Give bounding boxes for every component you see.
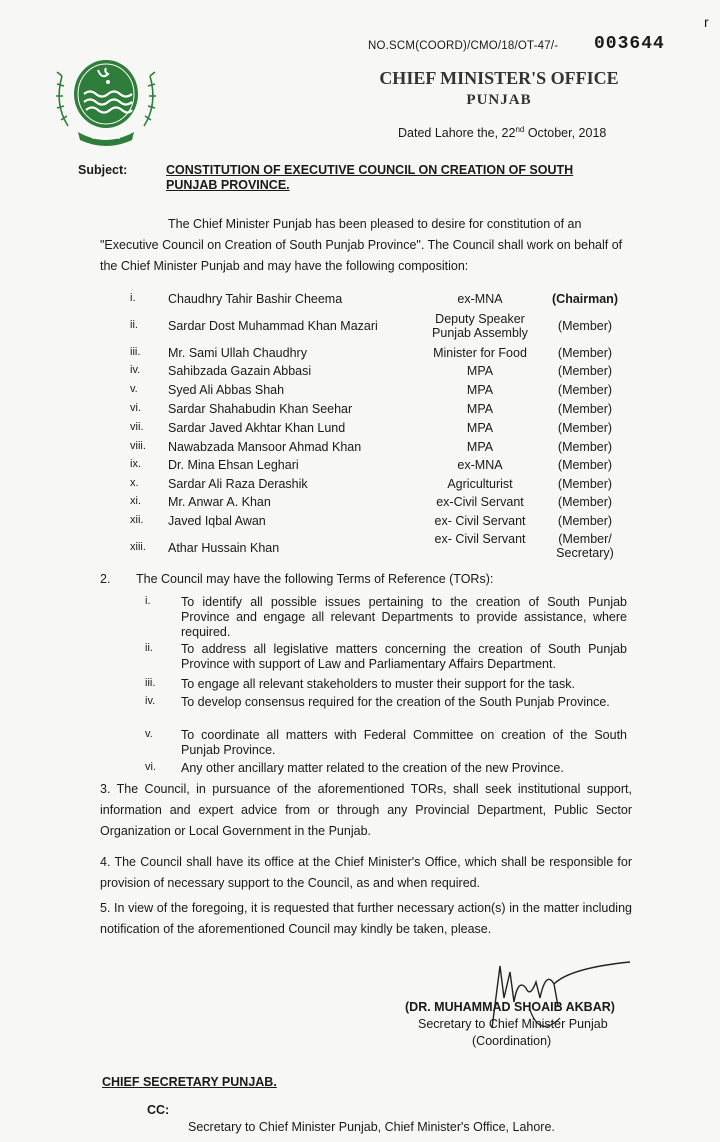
member-row [0, 477, 720, 495]
member-num: iii. [130, 346, 141, 358]
member-row [0, 458, 720, 476]
member-designation: Agriculturist [447, 477, 513, 491]
member-designation: MPA [466, 383, 494, 397]
tor-text: Any other ancillary matter related to the creation of the new Province. [181, 761, 564, 775]
member-name: Chaudhry Tahir Bashir Cheema [168, 292, 343, 306]
tor-number: i. [145, 595, 151, 607]
member-num: ix. [130, 458, 141, 470]
tor-text: To engage all relevant stakeholders to muster their support for the task. [181, 677, 575, 691]
member-designation: Deputy Speaker Punjab Assembly [432, 312, 528, 340]
member-name: Athar Hussain Khan [168, 541, 280, 555]
member-row [0, 421, 720, 439]
tor-number: iv. [145, 695, 156, 707]
member-row [0, 495, 720, 513]
para2-text: The Council may have the following Terms of Reference (TORs): [136, 572, 494, 586]
member-num: xiii. [130, 541, 146, 553]
member-num: xi. [130, 495, 141, 507]
member-role: (Member) [557, 383, 613, 397]
member-num: vi. [130, 402, 141, 414]
member-name: Sardar Javed Akhtar Khan Lund [168, 421, 346, 435]
member-name: Nawabzada Mansoor Ahmad Khan [168, 440, 362, 454]
para4: 4. The Council shall have its office at the Chief Minister's Office, which shall be responsible for provision of necessary support to the Council, as and when required. [100, 855, 632, 890]
member-row [0, 383, 720, 401]
signatory-name: (DR. MUHAMMAD SHOAIB AKBAR) [405, 1000, 615, 1014]
reference-serial: 003644 [594, 34, 665, 54]
member-row [0, 514, 720, 532]
member-row [0, 346, 720, 364]
dated-suffix: October, 2018 [524, 126, 607, 141]
corner-mark: r [704, 14, 709, 30]
member-name: Dr. Mina Ehsan Leghari [168, 458, 299, 472]
dated-prefix: Dated Lahore the, 22 [398, 126, 516, 141]
member-num: xii. [130, 514, 144, 526]
dated-sup: nd [515, 125, 525, 134]
member-num: vii. [130, 421, 144, 433]
tor-number: v. [145, 728, 153, 740]
member-name: Sahibzada Gazain Abbasi [168, 364, 312, 378]
province-title: PUNJAB [466, 92, 532, 108]
member-role: (Member) [557, 477, 613, 491]
member-role: (Member) [557, 458, 613, 472]
member-role: (Member) [557, 495, 613, 509]
subject-label: Subject: [78, 163, 128, 177]
member-row [0, 402, 720, 420]
tor-text: To address all legislative matters concerning the creation of South Punjab Province with support of Law and Parliamentary Affairs Department. [181, 642, 627, 671]
member-name: Mr. Anwar A. Khan [168, 495, 271, 509]
member-row [0, 292, 720, 310]
member-role: (Member) [557, 402, 613, 416]
member-name: Syed Ali Abbas Shah [168, 383, 285, 397]
signatory-subtitle: (Coordination) [472, 1034, 552, 1048]
member-role: (Member) [557, 440, 613, 454]
member-designation: ex- Civil Servant [434, 514, 526, 528]
intro-paragraph: The Chief Minister Punjab has been pleased to desire for constitution of an "Executive Council on Creation of South Punjab Province". The Council shall work on behalf of the Chief Minister Punjab and may have the following composition: [100, 217, 623, 273]
para2-number: 2. [100, 572, 111, 586]
tor-number: ii. [145, 642, 153, 654]
member-num: i. [130, 292, 136, 304]
member-name: Sardar Ali Raza Derashik [168, 477, 308, 491]
member-designation: ex- Civil Servant [434, 532, 526, 546]
office-title: CHIEF MINISTER'S OFFICE [379, 68, 619, 88]
addressee: CHIEF SECRETARY PUNJAB. [102, 1075, 277, 1089]
para3: 3. The Council, in pursuance of the aforementioned TORs, shall seek institutional support, information and expert advice from or through any Provincial Department, Public Sector Organization or Local Government in the Punjab. [100, 782, 632, 838]
subject-text: CONSTITUTION OF EXECUTIVE COUNCIL ON CREATION OF SOUTH PUNJAB PROVINCE. [166, 163, 574, 192]
cc-label: CC: [147, 1103, 170, 1117]
member-num: x. [130, 477, 139, 489]
member-row [0, 312, 720, 344]
member-row [0, 364, 720, 382]
member-name: Javed Iqbal Awan [168, 514, 266, 528]
reference-number: NO.SCM(COORD)/CMO/18/OT-47/- [368, 40, 559, 52]
punjab-emblem-icon [48, 48, 164, 148]
member-designation: MPA [466, 421, 494, 435]
tor-text: To identify all possible issues pertaining to the creation of South Punjab Province and engage all relevant Departments to provide assistance, where required. [181, 595, 627, 639]
member-role: (Member) [557, 346, 613, 360]
member-designation: MPA [466, 364, 494, 378]
member-name: Sardar Dost Muhammad Khan Mazari [168, 319, 378, 333]
member-designation: ex-Civil Servant [436, 495, 524, 509]
tor-number: iii. [145, 677, 156, 689]
member-num: v. [130, 383, 138, 395]
member-role: (Member) [557, 319, 613, 333]
member-row [0, 532, 720, 562]
member-role: (Chairman) [552, 292, 618, 306]
member-designation: Minister for Food [433, 346, 527, 360]
member-num: viii. [130, 440, 146, 452]
member-role: (Member/ Secretary) [556, 532, 614, 560]
member-name: Sardar Shahabudin Khan Seehar [168, 402, 353, 416]
member-designation: ex-MNA [457, 458, 503, 472]
signatory-title: Secretary to Chief Minister Punjab [418, 1017, 608, 1031]
member-designation: ex-MNA [457, 292, 503, 306]
tor-number: vi. [145, 761, 156, 773]
member-num: iv. [130, 364, 141, 376]
member-role: (Member) [557, 514, 613, 528]
para5: 5. In view of the foregoing, it is requested that further necessary action(s) in the matter including notification of the aforementioned Council may kindly be taken, please. [100, 901, 632, 936]
member-row [0, 440, 720, 458]
member-name: Mr. Sami Ullah Chaudhry [168, 346, 307, 360]
member-designation: MPA [466, 440, 494, 454]
member-num: ii. [130, 319, 138, 331]
dated-line [398, 125, 606, 140]
cc-item: Secretary to Chief Minister Punjab, Chief Minister's Office, Lahore. [188, 1120, 555, 1134]
member-role: (Member) [557, 364, 613, 378]
tor-text: To develop consensus required for the creation of the South Punjab Province. [181, 695, 610, 709]
tor-text: To coordinate all matters with Federal Committee on creation of the South Punjab Province. [181, 728, 627, 757]
member-role: (Member) [557, 421, 613, 435]
member-designation: MPA [466, 402, 494, 416]
